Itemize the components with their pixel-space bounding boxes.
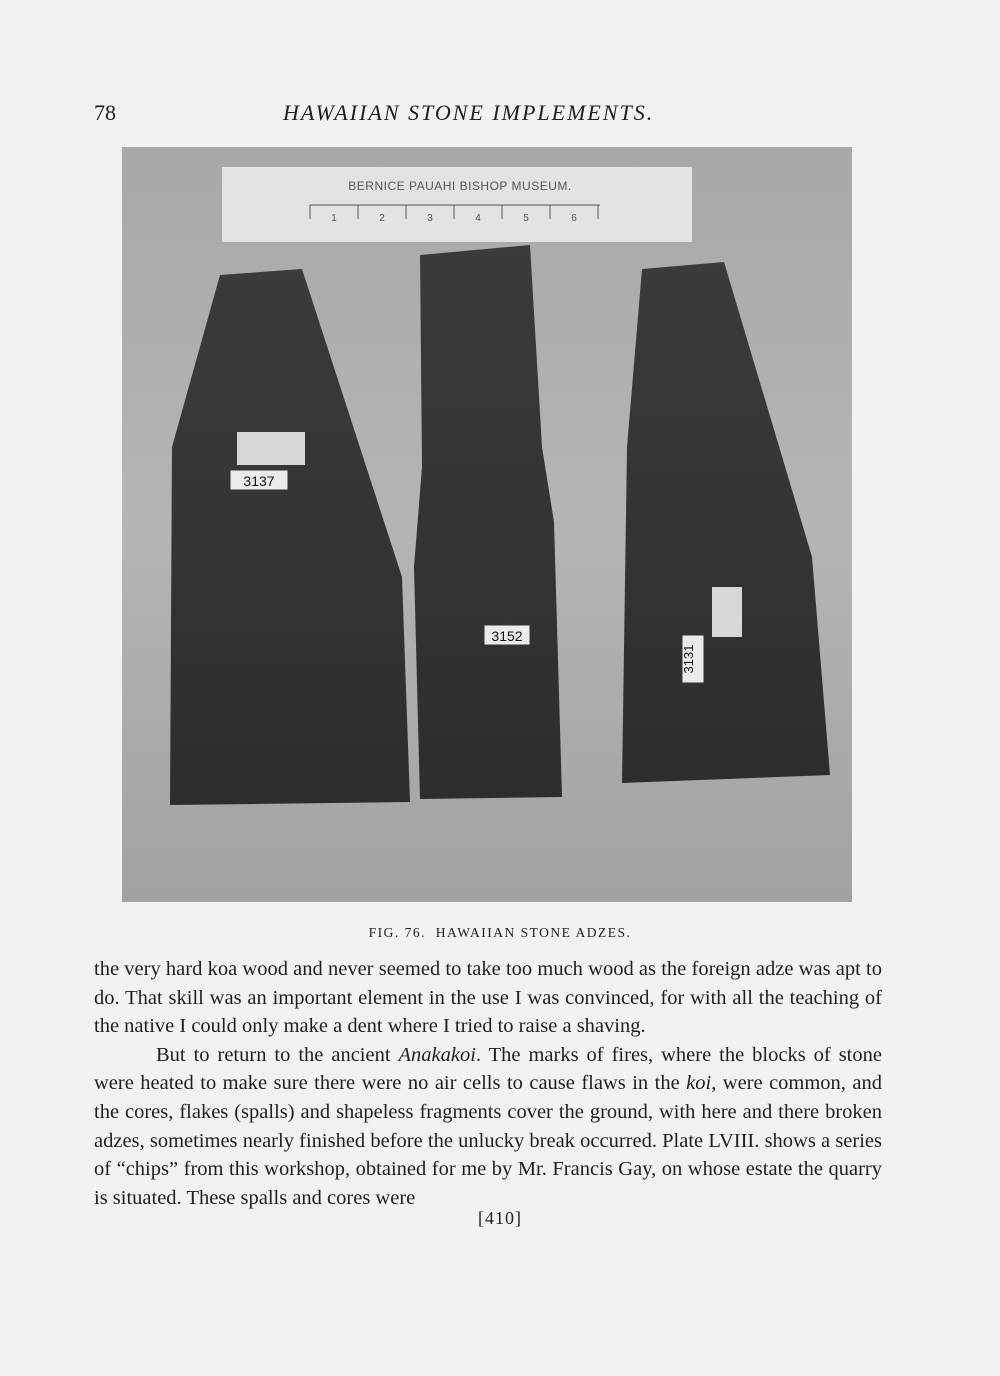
body-text: [94, 955, 882, 1212]
paragraph-2-part-3: , were common, and the cores, flakes (spalls) and shapeless fragments cover the ground, with here and there broken adzes, sometimes nearly finished before the unlucky break occurred. Plate LVIII. shows a series of “chips” from this workshop, obtained for me by Mr. Francis Gay, on whose estate the quarry is situated. These spalls and cores were: [94, 1072, 882, 1209]
paragraph-2-part-1: But to return to the ancient: [156, 1043, 399, 1066]
ruler-number: 2: [379, 213, 385, 224]
specimen-number: 3131: [681, 644, 696, 674]
folio: [410]: [478, 1208, 522, 1228]
specimen-number: 3152: [491, 628, 523, 644]
ruler-number: 6: [571, 213, 577, 224]
specimen-number: 3137: [243, 473, 275, 489]
page-number: 78: [94, 100, 116, 125]
figure-caption: [0, 925, 1000, 941]
running-head: HAWAIIAN STONE IMPLEMENTS.: [283, 100, 655, 125]
figure-photograph: [122, 147, 852, 902]
paragraph-2-part-2: . The marks of fires, where the blocks of stone were heated to make sure there were no air cells to cause flaws in the: [94, 1043, 882, 1095]
paragraph-2: [94, 1041, 882, 1213]
ruler-number: 3: [427, 213, 433, 224]
italic-term-koi: koi: [686, 1072, 712, 1095]
museum-ruler: [222, 167, 692, 242]
figure-number: FIG. 76.: [368, 925, 427, 940]
collection-tag: [712, 587, 742, 637]
collection-tag: [237, 432, 305, 465]
italic-term-anakakoi: Anakakoi: [398, 1043, 476, 1066]
ruler-number: 1: [331, 213, 337, 224]
figure-title: HAWAIIAN STONE ADZES.: [435, 925, 632, 940]
ruler-number: 5: [523, 213, 529, 224]
adzes-photo: [122, 147, 852, 902]
ruler-number: 4: [475, 213, 481, 224]
paragraph-1: the very hard koa wood and never seemed to take too much wood as the foreign adze was apt to do. That skill was an important element in the use I was convinced, for with all the teaching of the native I could only make a dent where I tried to raise a shaving.: [94, 958, 882, 1038]
ruler-label: BERNICE PAUAHI BISHOP MUSEUM.: [348, 179, 572, 193]
